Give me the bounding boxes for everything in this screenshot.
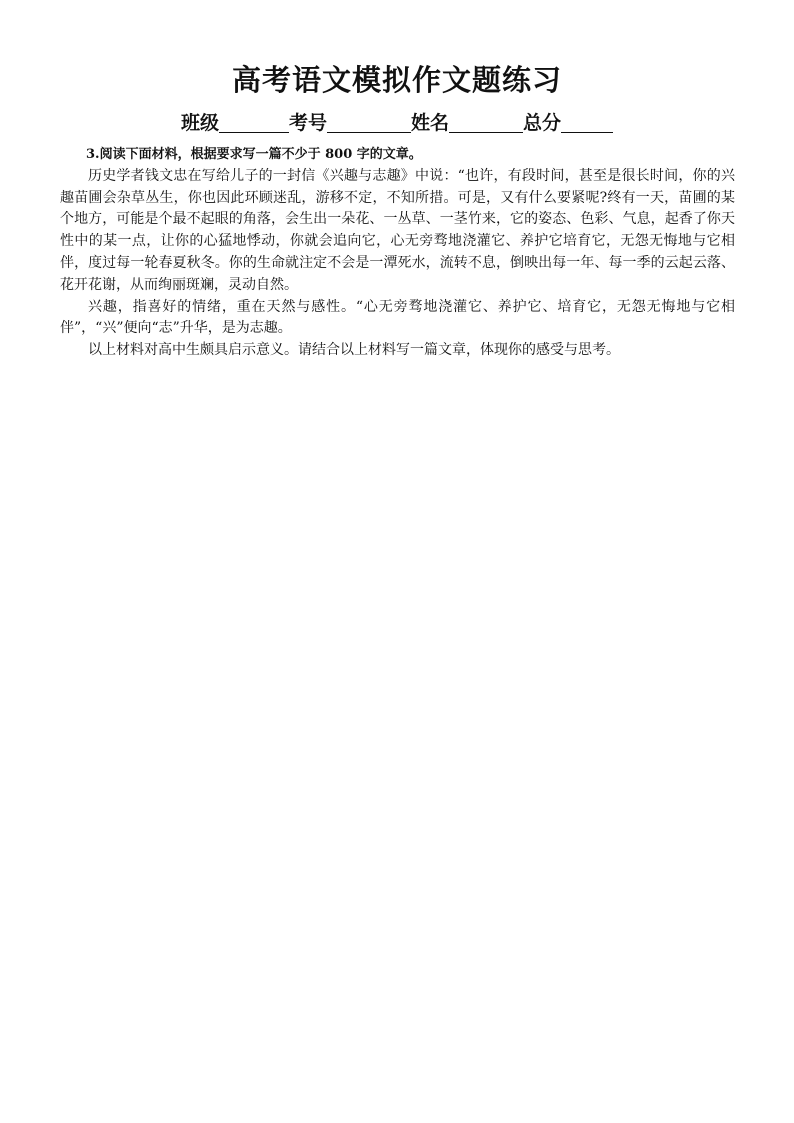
exam-number-blank [327, 112, 411, 133]
exam-number-label: 考号 [288, 112, 327, 134]
name-label: 姓名 [411, 112, 450, 134]
class-label: 班级 [180, 112, 219, 134]
name-blank [449, 112, 523, 133]
material-paragraph: 历史学者钱文忠在写给儿子的一封信《兴趣与志趣》中说：“也许，有段时间，甚至是很长时间，你的兴趣苗圃会杂草丛生，你也因此环顾迷乱，游移不定，不知所措。可是，又有什么要紧呢?终有一天，苗圃的某个地方，可能是个最不起眼的角落，会生出一朵花、一丛草、一茎竹来，它的姿态、色彩、气息，起香了你天性中的某一点，让你的心猛地悸动，你就会追向它，心无旁骛地浇灌它、养护它培育它，无怨无悔地与它相伴，度过每一轮春夏秋冬。你的生命就注定不会是一潭死水，流转不息，倒映出每一年、每一季的云起云落、花开花谢，从而绚丽斑斓，灵动自然。 [60, 167, 735, 293]
student-info-row [0, 110, 794, 136]
total-score-blank [561, 112, 613, 133]
question-content [60, 144, 735, 362]
question-prompt: 3.阅读下面材料，根据要求写一篇不少于 800 字的文章。 [86, 147, 422, 162]
total-score-label: 总分 [523, 112, 562, 134]
class-blank [219, 112, 289, 133]
material-paragraph: 兴趣，指喜好的情绪，重在天然与感性。“心无旁骛地浇灌它、养护它、培育它，无怨无悔地与它相伴”，“兴”便向“志”升华，是为志趣。 [60, 298, 735, 337]
instruction-paragraph: 以上材料对高中生颇具启示意义。请结合以上材料写一篇文章，体现你的感受与思考。 [88, 342, 620, 359]
page-title: 高考语文模拟作文题练习 [231, 63, 562, 97]
